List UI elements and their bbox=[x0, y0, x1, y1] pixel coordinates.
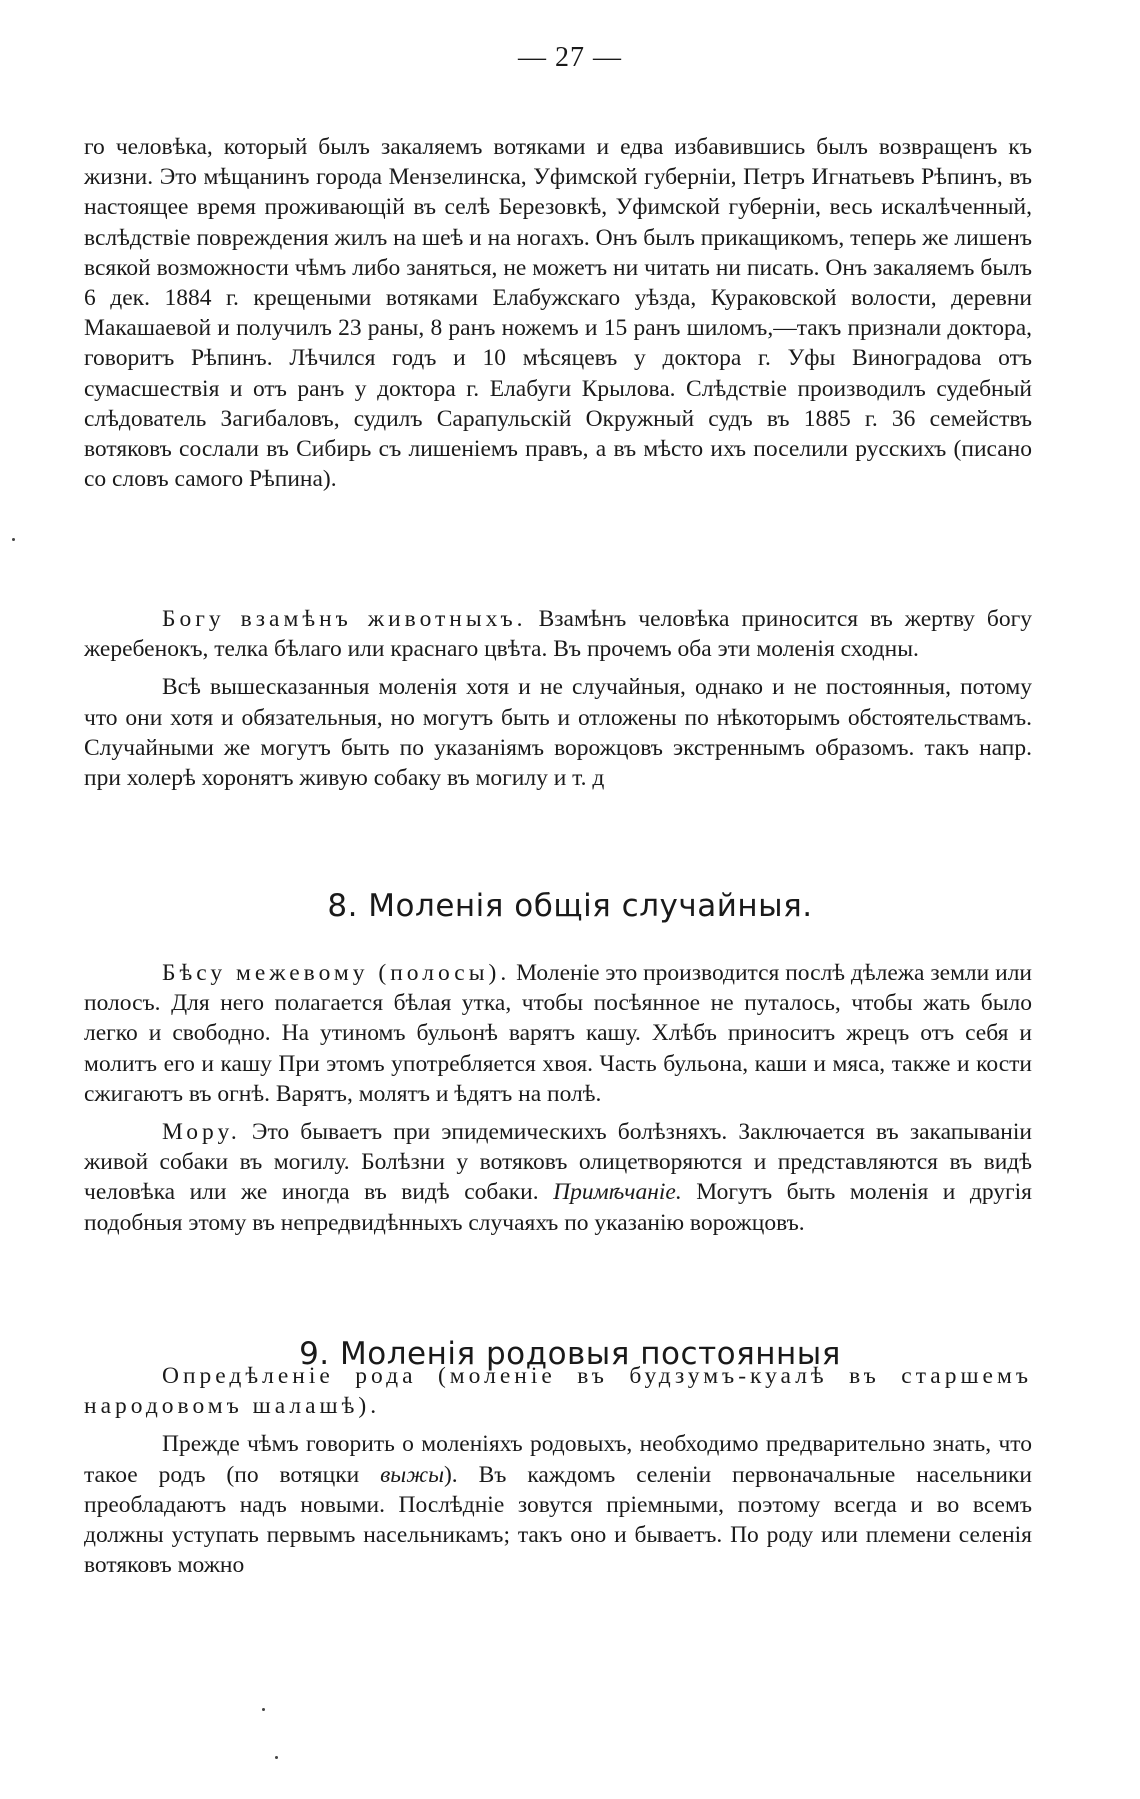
paragraph-part-b: ). Въ каждомъ селеніи первоначальные насельники преобладаютъ надъ новыми. Послѣдніе зовутся пріемными, поэтому всегда и во всемъ должны уступать первымъ насельникамъ; такъ оно и бываетъ. По роду или племени селенія вотяковъ можно bbox=[84, 1461, 1032, 1579]
italic-term: выжы bbox=[380, 1461, 444, 1488]
paragraph-boundary-demon bbox=[84, 958, 1032, 1109]
paragraph-rest: Взамѣнъ человѣка приносится въ жертву богу жеребенокъ, телка бѣлаго или краснаго цвѣта. Въ прочемъ оба эти моленія сходны. bbox=[84, 606, 1032, 663]
page-number: — 27 — bbox=[518, 42, 622, 73]
paragraph-pestilence bbox=[84, 1117, 1032, 1238]
scan-speck bbox=[262, 1708, 265, 1711]
text-block-clan-prayers bbox=[84, 1361, 1032, 1580]
paragraph-clan-definition bbox=[84, 1361, 1032, 1421]
paragraph-lead: Богу взамѣнъ животныхъ. bbox=[162, 606, 527, 632]
section-heading-8: 8. Моленія общія случайныя. bbox=[327, 888, 813, 924]
note-text: Могутъ быть моленія и другія подобныя этому въ непредвидѣнныхъ случаяхъ по указанію ворожцовъ. bbox=[84, 1179, 1032, 1236]
note-label: Примѣчаніе. bbox=[553, 1179, 682, 1206]
paragraph-part-a: Прежде чѣмъ говорить о моленіяхъ родовыхъ, необходимо предварительно знать, что такое родъ (по вотяцки bbox=[84, 1431, 1032, 1488]
scan-speck bbox=[275, 1756, 278, 1759]
paragraph-repin: го человѣка, который былъ закаляемъ вотяками и едва избавившись былъ возвращенъ къ жизни. Это мѣщанинъ города Мензелинска, Уфимской губерніи, Петръ Игнатьевъ Рѣпинъ, въ настоящее время проживающій въ селѣ Березовкѣ, Уфимской губерніи, весь искалѣченный, вслѣдствіе повреждения жилъ на шеѣ и на ногахъ. Онъ былъ прикащикомъ, теперь же лишенъ всякой возможности чѣмъ либо заняться, не можетъ ни читать ни писать. Онъ закаляемъ былъ 6 дек. 1884 г. крещеными вотяками Елабужскаго уѣзда, Кураковской волости, деревни Макашаевой и получилъ 23 раны, 8 ранъ ножемъ и 15 ранъ шиломъ,—такъ признали доктора, говоритъ Рѣпинъ. Лѣчился годъ и 10 мѣсяцевъ у доктора г. Уфы Виноградова отъ сумасшествія и отъ ранъ у доктора г. Елабуги Крылова. Слѣдствіе производилъ судебный слѣдователь Загибаловъ, судилъ Сарапульскій Окружный судъ въ 1885 г. 36 семействъ вотяковъ сослали въ Сибирь съ лишеніемъ правъ, а въ мѣсто ихъ поселили русскихъ (писано со словъ самого Рѣпина). bbox=[84, 134, 1032, 493]
paragraph-rest: Это бываетъ при эпидемическихъ болѣзняхъ. Заключается въ закапываніи живой собаки въ могилу. Болѣзни у вотяковъ олицетворяются и представляются въ видѣ человѣка или же иногда въ видѣ собаки. bbox=[84, 1119, 1032, 1206]
paragraph-lead: Опредѣленіе рода (моленіе въ будзумъ-куалѣ въ старшемъ народовомъ шалашѣ). bbox=[84, 1363, 1032, 1420]
text-block-repin-account bbox=[84, 132, 1032, 494]
text-block-animal-substitute bbox=[84, 604, 1032, 793]
paragraph-clan-explanation bbox=[84, 1429, 1032, 1580]
paragraph-rest: Моленіе это производится послѣ дѣлежа земли или полосъ. Для него полагается бѣлая утка, чтобы посѣянное не путалось, чтобы жать было легко и свободно. На утиномъ бульонѣ варятъ кашу. Хлѣбъ приноситъ жрецъ отъ себя и молитъ его и кашу При этомъ употребляется хвоя. Часть бульона, каши и мяса, также и кости сжигаютъ въ огнѣ. Варятъ, молятъ и ѣдятъ на полѣ. bbox=[84, 960, 1032, 1107]
paragraph-lead: Бѣсу межевому (полосы). bbox=[162, 960, 511, 986]
text-block-occasional-prayers bbox=[84, 958, 1032, 1238]
paragraph-nonpermanent-prayers: Всѣ вышесказанныя моленія хотя и не случайныя, однако и не постоянныя, потому что они хотя и обязательныя, но могутъ быть и отложены по нѣкоторымъ обстоятельствамъ. Случайными же могутъ быть по указаніямъ ворожцовъ экстреннымъ образомъ. такъ напр. при холерѣ хоронятъ живую собаку въ могилу и т. д bbox=[84, 674, 1032, 792]
scan-speck bbox=[12, 538, 15, 541]
paragraph-lead: Мору. bbox=[162, 1119, 241, 1146]
section-heading-9: 9. Моленія родовыя постоянныя bbox=[299, 1336, 841, 1372]
paragraph-animal-substitute bbox=[84, 604, 1032, 664]
